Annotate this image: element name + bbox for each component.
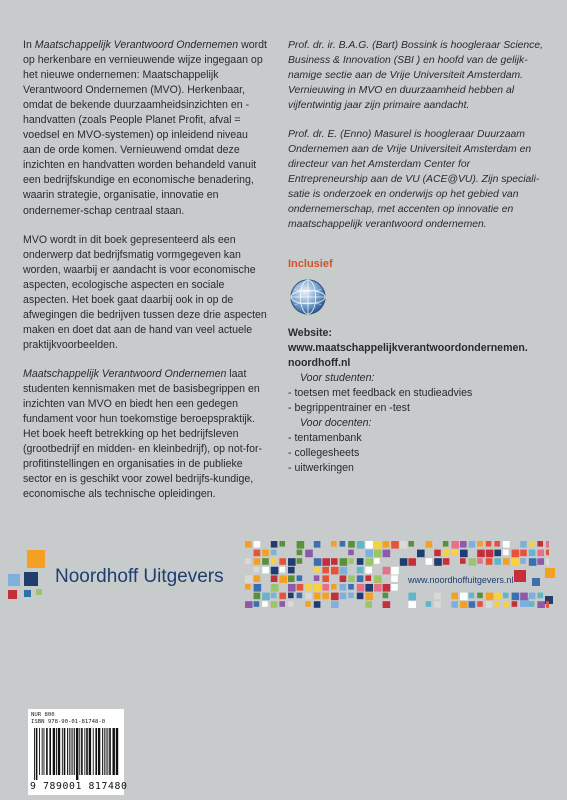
mosaic-tile [288, 601, 294, 607]
barcode-bar [84, 728, 85, 775]
mosaic-tile [537, 541, 543, 547]
barcode-bar [56, 728, 57, 775]
mosaic-tile [348, 584, 354, 590]
mosaic-tile [503, 601, 509, 607]
isbn-code: ISBN 978-90-01-81748-0 [31, 719, 106, 725]
colour-mosaic-banner [244, 540, 549, 608]
mosaic-tile [408, 541, 414, 547]
mosaic-tile [494, 593, 501, 600]
mosaic-tile [383, 550, 391, 558]
mosaic-tile [477, 601, 483, 607]
mosaic-tile [262, 558, 269, 565]
mosaic-tile [383, 593, 389, 599]
mosaic-tile [288, 593, 294, 599]
mosaic-tile [417, 550, 425, 558]
barcode-bar [109, 728, 111, 775]
barcode-bar [46, 728, 48, 775]
book-title-inline-2: Maatschappelijk Verantwoord Ondernemen [23, 367, 227, 380]
barcode-bar [71, 728, 72, 775]
barcode-bar [89, 728, 91, 775]
barcode [34, 728, 120, 780]
mosaic-tile [314, 575, 320, 581]
mosaic-tile [305, 601, 311, 607]
mosaic-tile [254, 550, 261, 557]
mosaic-tile [340, 575, 347, 582]
mosaic-tile [460, 541, 467, 548]
mosaic-tile [477, 550, 485, 558]
barcode-bar [104, 728, 105, 775]
mosaic-tile [374, 558, 380, 564]
mosaic-tile [486, 558, 493, 565]
mosaic-tile [529, 550, 536, 557]
mosaic-tile [254, 567, 260, 573]
mosaic-tile [357, 558, 364, 565]
mosaic-tile [297, 575, 303, 581]
mosaic-tile [365, 541, 373, 549]
mosaic-tile [271, 593, 277, 599]
mosaic-tile [460, 601, 468, 608]
mosaic-tile [426, 601, 432, 607]
barcode-bar [69, 728, 70, 775]
teachers-heading: Voor docenten: [300, 417, 372, 429]
mosaic-tile [365, 550, 373, 558]
mosaic-tile [460, 558, 466, 564]
mosaic-tile [408, 593, 416, 601]
mosaic-tile [271, 567, 279, 575]
mosaic-tile [271, 558, 277, 564]
mosaic-tile [537, 593, 543, 599]
mosaic-tile [408, 601, 416, 608]
students-heading: Voor studenten: [300, 372, 375, 384]
mosaic-tile [254, 575, 261, 582]
mosaic-tile [331, 567, 339, 575]
mosaic-tile [529, 541, 535, 547]
mosaic-tile [426, 541, 433, 548]
mosaic-tile [288, 584, 296, 592]
mosaic-tile [279, 567, 285, 573]
mosaic-tile [546, 601, 549, 608]
mosaic-tile [331, 558, 338, 565]
mosaic-tile [451, 593, 458, 600]
mosaic-tile [434, 550, 441, 557]
book-title-inline: Maatschappelijk Verantwoord Ondernemen [34, 39, 239, 51]
mosaic-tile [537, 550, 544, 557]
mosaic-tile [297, 550, 303, 556]
mosaic-tile [357, 584, 365, 592]
mosaic-tile [434, 558, 442, 566]
mosaic-tile [365, 601, 372, 608]
mosaic-tile [503, 541, 510, 548]
authors-column [288, 38, 550, 246]
mosaic-tile [443, 558, 450, 565]
barcode-bar [34, 728, 35, 780]
mosaic-tile [279, 541, 285, 547]
mosaic-tile [443, 550, 450, 557]
mosaic-tile [451, 541, 459, 549]
barcode-bar [44, 728, 45, 775]
mosaic-tile [262, 601, 268, 607]
mosaic-tile [357, 541, 365, 549]
mosaic-tile [357, 575, 364, 582]
mosaic-tile [520, 550, 527, 557]
mosaic-tile [288, 567, 295, 574]
mosaic-tile [305, 550, 313, 558]
description-paragraph-3 [23, 367, 268, 502]
mosaic-tile [383, 541, 390, 548]
mosaic-tile [365, 575, 371, 581]
mosaic-tile [365, 558, 373, 566]
intro-rest: wordt op herkenbare en vernieuwende wijze ingegaan op het nieuwe ondernemen: Maatschappelijk Verantwoord Ondernemen (MVO). Herkenbaar, omdat de bekende duurzaamheidsinzichten en -handvatten (zoals People Planet Profit, afval = voedsel en MVO-systemen) op inleidend niveau aan de orde komen. Vernieuwend omdat deze inzichten en handvatten worden behandeld vanuit een bedrijfskundige en economische benadering, waarin strategie, organisatie, innovatie en ondernemer-schap centraal staan. [23, 39, 267, 217]
barcode-bar [79, 728, 80, 775]
inclusief-heading: Inclusief [288, 258, 333, 270]
mosaic-tile [529, 558, 537, 566]
mosaic-tile [305, 593, 312, 600]
mosaic-tile [314, 593, 321, 600]
teachers-list [288, 431, 558, 476]
mosaic-tile [374, 575, 382, 583]
mosaic-tile [348, 593, 354, 599]
mosaic-tile [297, 584, 304, 591]
mosaic-tile [271, 575, 278, 582]
mosaic-tile [271, 584, 279, 592]
mosaic-tile [279, 593, 286, 600]
mosaic-tile [271, 541, 278, 548]
description-column [23, 38, 268, 516]
mosaic-tile [503, 550, 509, 556]
mosaic-tile [348, 575, 355, 582]
intro-text: In [23, 39, 35, 51]
globe-icon [289, 278, 327, 316]
mosaic-tile [451, 601, 458, 608]
mosaic-tile [297, 541, 305, 549]
mosaic-tile [383, 584, 391, 592]
mosaic-tile [520, 558, 526, 564]
list-item: - collegesheets [288, 447, 360, 459]
mosaic-tile [374, 541, 382, 549]
mosaic-tile [322, 584, 329, 591]
students-list [288, 386, 558, 416]
mosaic-tile [537, 601, 545, 608]
barcode-bar [58, 728, 60, 775]
mosaic-tile [529, 593, 536, 600]
mosaic-tile [297, 593, 303, 599]
mosaic-tile [460, 593, 468, 601]
mosaic-tile [477, 558, 483, 564]
website-url-line-2[interactable]: noordhoff.nl [288, 357, 351, 369]
nur-code: NUR 800 [31, 712, 55, 718]
mosaic-tile [245, 541, 252, 548]
mosaic-tile [245, 575, 253, 583]
barcode-bar [36, 728, 38, 780]
barcode-bar [72, 728, 73, 775]
barcode-bar [39, 728, 40, 775]
barcode-bar [53, 728, 55, 775]
description-paragraph-1 [23, 38, 268, 219]
mosaic-tile [469, 601, 476, 608]
barcode-bar [116, 728, 118, 775]
mosaic-tile [503, 593, 509, 599]
mosaic-tile [365, 584, 373, 592]
mosaic-tile [391, 584, 398, 591]
mosaic-tile [391, 575, 398, 582]
mosaic-tile [383, 567, 391, 575]
mosaic-tile [443, 541, 449, 547]
mosaic-tile [512, 550, 520, 558]
barcode-bar [102, 728, 103, 775]
mosaic-tile [486, 541, 492, 547]
mosaic-tile [374, 584, 382, 592]
mosaic-tile [279, 601, 285, 607]
mosaic-tile [340, 567, 348, 575]
mosaic-tile [546, 550, 549, 556]
mosaic-tile [322, 567, 329, 574]
mosaic-tile [348, 541, 355, 548]
mosaic-tile [254, 601, 260, 607]
mosaic-tile [512, 601, 518, 607]
mosaic-tile [314, 558, 322, 566]
nur-isbn-text [31, 712, 105, 726]
mosaic-tile [331, 601, 339, 608]
mosaic-tile [494, 601, 500, 607]
mosaic-tile [314, 541, 321, 548]
mosaic-tile [520, 593, 528, 601]
mosaic-tile [357, 567, 364, 574]
publisher-url[interactable]: www.noordhoffuitgevers.nl [408, 575, 514, 585]
mosaic-tile [305, 584, 312, 591]
mosaic-tile [331, 584, 337, 590]
mosaic-tile [279, 575, 287, 583]
mosaic-tile [546, 558, 549, 566]
barcode-bar [95, 728, 97, 775]
mosaic-tile [520, 541, 527, 548]
mosaic-tile [340, 541, 346, 547]
website-section [288, 326, 558, 476]
mosaic-tile [288, 558, 296, 566]
paragraph-3-rest: laat studenten kennismaken met de basisbegrippen en inzichten van MVO en biedt hen een gedegen fundament voor hun toekomstige beroepspraktijk. Het boek heeft betrekking op het bedrijfsleven (grootbedrijf en midden- en kleinbedrijf), op not-for-profitinstellingen en organisaties in de publieke sector en is geschikt voor zowel bedrijfs-kundige, economische als technische opleidingen. [23, 367, 263, 501]
mosaic-tile [271, 550, 277, 556]
mosaic-tile [314, 601, 321, 608]
mosaic-tile [365, 593, 373, 601]
mosaic-tile [494, 550, 501, 557]
mosaic-tile [426, 558, 433, 565]
barcode-bar [76, 728, 78, 780]
mosaic-tile [477, 541, 483, 547]
mosaic-tile [494, 541, 500, 547]
mosaic-tile [314, 584, 322, 592]
author-bio-bossink: Prof. dr. ir. B.A.G. (Bart) Bossink is hoogleraar Science, Business & Innovation (SBI ) en hoofd van de gelijk-namige sectie aan de Vrije Universiteit Amsterdam. Vernieuwing in MVO en duurzaamheid hebben al vijfentwintig jaar zijn primaire aandacht. [288, 40, 544, 111]
mosaic-tile [494, 558, 501, 565]
mosaic-tile [245, 584, 251, 590]
mosaic-tile [331, 541, 337, 547]
mosaic-tile [348, 558, 354, 564]
mosaic-tile [391, 541, 399, 549]
mosaic-tile [469, 558, 477, 566]
barcode-bar [93, 728, 94, 775]
mosaic-tile [288, 575, 295, 582]
mosaic-tile [451, 550, 457, 556]
mosaic-tile [391, 567, 399, 575]
mosaic-tile [254, 558, 261, 565]
mosaic-tile [486, 550, 494, 558]
mosaic-tile [254, 541, 261, 548]
mosaic-tile [262, 550, 269, 557]
mosaic-tile [331, 593, 339, 601]
mosaic-tile [322, 593, 329, 600]
mosaic-tile [245, 558, 251, 564]
mosaic-tile [254, 584, 262, 592]
mosaic-tile [262, 593, 270, 601]
list-item: - tentamenbank [288, 432, 362, 444]
mosaic-tile [469, 593, 475, 599]
mosaic-tile [400, 541, 408, 549]
mosaic-tile [477, 593, 483, 599]
mosaic-tile [245, 601, 253, 608]
mosaic-tile [529, 601, 535, 607]
mosaic-tile [322, 575, 329, 582]
mosaic-tile [408, 558, 416, 566]
mosaic-tile [512, 593, 520, 601]
mosaic-tile [537, 558, 544, 565]
barcode-bar [49, 728, 51, 775]
mosaic-tile [434, 593, 441, 600]
description-paragraph-2: MVO wordt in dit boek gepresenteerd als een onderwerp dat bedrijfsmatig vormgegeven kan worden, waarbij er aandacht is voor economische aspecten, ecologische aspecten en sociale aspecten. Het boek gaat daarbij ook in op de afwegingen die bedrijven tussen deze drie aspecten maken en doet dat aan de hand van veel actuele praktijkvoorbeelden. [23, 233, 267, 351]
mosaic-tile [271, 601, 278, 608]
publisher-name: Noordhoff Uitgevers [55, 566, 224, 587]
barcode-bar [64, 728, 66, 775]
barcode-bar [98, 728, 100, 775]
barcode-bar [42, 728, 43, 775]
barcode-bar [86, 728, 88, 775]
mosaic-tile [340, 593, 347, 600]
mosaic-tile [348, 550, 354, 556]
mosaic-tile [434, 601, 441, 608]
barcode-number: 9 789001 817480 [30, 781, 128, 792]
mosaic-tile [254, 593, 261, 600]
mosaic-tile [512, 558, 520, 566]
mosaic-tile [486, 593, 494, 601]
author-bio-masurel: Prof. dr. E. (Enno) Masurel is hoogleraar Duurzaam Ondernemen aan de Vrije Universiteit Amsterdam en directeur van het Amsterdam Center for Entrepreneurship aan de VU (ACE@VU). Zijn speciali-satie is onderzoek en onderwijs op het gebied van ondernemerschap, met accenten op innovatie en maatschappelijk verantwoord ondernemen. [288, 129, 540, 230]
mosaic-tile [374, 550, 382, 558]
mosaic-tile [357, 593, 364, 600]
list-item: - uitwerkingen [288, 462, 354, 474]
mosaic-tile [279, 558, 286, 565]
mosaic-tile [297, 558, 303, 564]
mosaic-tile [460, 550, 468, 558]
mosaic-tile [262, 567, 269, 574]
mosaic-tile [486, 601, 493, 608]
mosaic-tile [340, 558, 348, 566]
mosaic-tile [340, 584, 347, 591]
barcode-bar [81, 728, 83, 775]
mosaic-tile [400, 558, 408, 566]
barcode-bar [107, 728, 108, 775]
website-url-line-1[interactable]: www.maatschappelijkverantwoordondernemen. [288, 342, 528, 354]
list-item: - toetsen met feedback en studieadvies [288, 387, 473, 399]
barcode-bar [67, 728, 68, 775]
website-label: Website: [288, 327, 332, 339]
barcode-bar [62, 728, 63, 775]
mosaic-tile [383, 601, 391, 608]
mosaic-tile [314, 567, 320, 573]
mosaic-tile [322, 558, 330, 566]
mosaic-tile [365, 567, 372, 574]
list-item: - begrippentrainer en -test [288, 402, 410, 414]
mosaic-tile [503, 558, 510, 565]
barcode-bar [74, 728, 75, 775]
mosaic-tile [546, 541, 549, 548]
barcode-bar [113, 728, 115, 775]
barcode-bar [106, 728, 107, 775]
mosaic-tile [469, 541, 476, 548]
